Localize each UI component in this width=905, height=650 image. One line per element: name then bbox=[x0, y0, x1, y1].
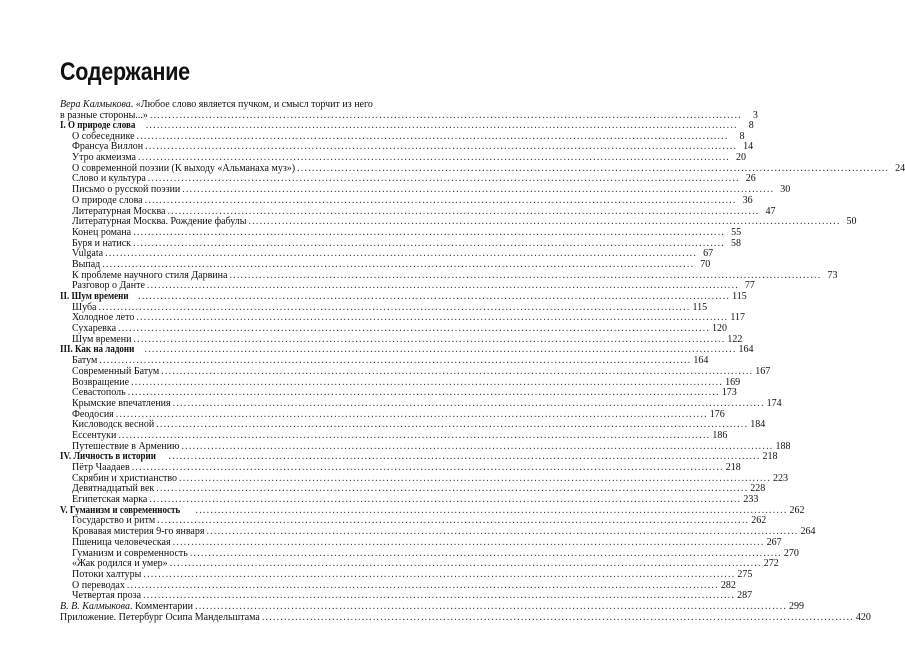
toc-entry-title: II. Шум времени bbox=[60, 291, 129, 302]
toc-page-number: 24 bbox=[895, 162, 905, 174]
dot-leader bbox=[145, 196, 737, 207]
toc-page-number: 262 bbox=[751, 515, 767, 527]
toc-page-number: 275 bbox=[737, 568, 753, 580]
toc-entry-title: О современной поэзии (К выходу «Альманаха муз») bbox=[72, 162, 296, 174]
toc-entry-title: Приложение. Петербург Осипа Мандельштама bbox=[60, 611, 260, 623]
toc-entry-title: Холодное лето bbox=[72, 312, 135, 324]
toc-page-number: 287 bbox=[737, 590, 753, 602]
toc-page-number: 36 bbox=[742, 194, 753, 206]
toc-page-number: 58 bbox=[731, 237, 741, 249]
toc-page-number: 115 bbox=[732, 291, 747, 302]
toc-page-number: 8 bbox=[748, 120, 754, 131]
toc-entry[interactable] bbox=[60, 397, 782, 410]
toc-entry-title: Vulgata bbox=[72, 248, 104, 260]
toc-entry-title: Возвращение bbox=[72, 376, 130, 388]
toc-entry-title: Слово и культура bbox=[72, 173, 146, 185]
toc-page-number: 169 bbox=[725, 376, 741, 388]
toc-entry-title: Крымские впечатления bbox=[72, 397, 171, 409]
toc-entry-title: Современный Батум bbox=[72, 365, 160, 377]
dot-leader bbox=[173, 399, 765, 410]
preface-page-number: 3 bbox=[752, 109, 758, 121]
toc-page-number: 122 bbox=[727, 333, 743, 345]
toc-entry-title: О собеседнике bbox=[72, 130, 135, 142]
toc-entry-title: Литературная Москва bbox=[72, 205, 166, 217]
toc-entry-title: Пшеница человеческая bbox=[72, 536, 171, 548]
toc-page-number: 233 bbox=[743, 494, 759, 506]
toc-page-number: 272 bbox=[763, 558, 779, 570]
toc-page-number: 264 bbox=[800, 526, 816, 538]
toc-entry-title: Кровавая мистерия 9-го января bbox=[72, 526, 205, 538]
toc-page-number: 228 bbox=[750, 483, 766, 495]
toc-entry-title: Египетская марка bbox=[72, 494, 148, 506]
toc-page-number: 73 bbox=[827, 269, 838, 281]
document-page bbox=[60, 0, 905, 650]
toc-page-number: 176 bbox=[709, 408, 725, 420]
dot-leader bbox=[143, 570, 735, 581]
preface-title-line-1: . «Любое слово является пучком, и смысл торчит из него bbox=[130, 99, 373, 110]
toc-entry-title: Феодосия bbox=[72, 408, 114, 420]
toc-page-number: 420 bbox=[855, 611, 871, 623]
toc-entry-title: О переводах bbox=[72, 579, 125, 591]
dot-leader bbox=[262, 613, 854, 624]
toc-page-number: 218 bbox=[762, 451, 778, 463]
toc-entry-title: Шуба bbox=[72, 301, 97, 313]
toc-entry-title: К проблеме научного стиля Дарвина bbox=[72, 269, 228, 281]
toc-entry-title: Пётр Чаадаев bbox=[72, 462, 130, 473]
preface-author: Вера Калмыкова bbox=[60, 99, 131, 110]
toc-page-number: 8 bbox=[739, 130, 745, 142]
toc-page-number: 77 bbox=[744, 280, 755, 292]
toc-page-number: 47 bbox=[765, 205, 776, 217]
toc-page-number: 218 bbox=[725, 462, 741, 473]
toc-entry[interactable] bbox=[60, 568, 753, 581]
toc-entry-title: Шум времени bbox=[72, 333, 132, 345]
toc-entry-title: I. О природе слова bbox=[60, 120, 136, 131]
dot-leader bbox=[133, 228, 725, 239]
toc-entry-title: III. Как на ладони bbox=[60, 344, 135, 356]
toc-page-number: 267 bbox=[766, 536, 782, 548]
toc-entry-title: Ессентуки bbox=[72, 429, 117, 441]
toc-entry-title: «Жак родился и умер» bbox=[72, 558, 168, 570]
toc-page-number: 186 bbox=[712, 429, 728, 441]
toc-entry-title: О природе слова bbox=[72, 194, 143, 206]
toc-entry-title: Девятнадцатый век bbox=[72, 483, 155, 495]
toc-entry-title: Потоки халтуры bbox=[72, 568, 142, 580]
toc-entry-title: Письмо о русской поэзии bbox=[72, 184, 181, 196]
toc-page-number: 14 bbox=[743, 141, 754, 153]
toc-page-number: 174 bbox=[766, 397, 782, 409]
dot-leader bbox=[161, 367, 753, 378]
toc-entry-title: Кисловодск весной bbox=[72, 419, 155, 431]
toc-entry-title: Гуманизм и современность bbox=[72, 547, 188, 559]
dot-leader bbox=[173, 538, 765, 549]
toc-entry-title: Путешествие в Армению bbox=[72, 440, 180, 452]
table-of-contents bbox=[60, 120, 905, 623]
toc-page-number: 30 bbox=[780, 184, 791, 196]
toc-entry[interactable] bbox=[60, 611, 871, 624]
toc-page-number: 188 bbox=[775, 440, 791, 452]
toc-page-number: 120 bbox=[712, 323, 728, 335]
preface-entry[interactable] bbox=[60, 99, 758, 121]
toc-entry[interactable] bbox=[60, 194, 753, 207]
toc-entry-title: Конец романа bbox=[72, 226, 132, 238]
toc-page-number: 20 bbox=[736, 152, 746, 164]
toc-entry-author: В. В. Калмыкова bbox=[60, 600, 130, 612]
toc-page-number: 282 bbox=[720, 579, 736, 591]
toc-page-number: 167 bbox=[755, 365, 771, 377]
toc-entry-title: Сухаревка bbox=[72, 323, 117, 335]
toc-page-number: 184 bbox=[750, 419, 766, 431]
toc-entry-title: Франсуа Виллон bbox=[72, 141, 144, 153]
toc-entry-title: IV. Личность в истории bbox=[60, 451, 156, 463]
toc-entry-title-rest: . Комментарии bbox=[129, 600, 194, 612]
toc-entry-title: Литературная Москва. Рождение фабулы bbox=[72, 216, 247, 228]
toc-page-number: 70 bbox=[700, 258, 711, 270]
toc-entry-title: Севастополь bbox=[72, 387, 126, 399]
toc-page-number: 67 bbox=[703, 248, 714, 260]
toc-entry[interactable] bbox=[60, 365, 771, 378]
preface-title-line-2: в разные стороны...» bbox=[60, 109, 148, 121]
toc-entry-title: Выпад bbox=[72, 258, 101, 270]
toc-page-number: 117 bbox=[730, 312, 745, 324]
toc-page-number: 26 bbox=[745, 173, 756, 185]
toc-page-number: 270 bbox=[783, 547, 799, 559]
toc-entry-title: Буря и натиск bbox=[72, 237, 131, 249]
toc-entry-title: Государство и ритм bbox=[72, 515, 156, 527]
toc-entry-title: Разговор о Данте bbox=[72, 280, 145, 292]
toc-entry-title: Четвертая проза bbox=[72, 590, 142, 602]
toc-page-number: 223 bbox=[773, 472, 789, 484]
toc-page-number: 115 bbox=[692, 301, 708, 313]
toc-page-number: 55 bbox=[731, 226, 742, 238]
toc-page-number: 164 bbox=[693, 355, 709, 367]
toc-page-number: 262 bbox=[789, 504, 805, 516]
toc-entry[interactable] bbox=[60, 536, 782, 549]
toc-entry-title: Утро акмеизма bbox=[72, 152, 136, 164]
toc-entry-title: Батум bbox=[72, 355, 98, 367]
toc-page-number: 299 bbox=[789, 600, 805, 612]
toc-entry-title: Скрябин и христианство bbox=[72, 472, 178, 484]
toc-page-number: 164 bbox=[738, 344, 754, 356]
page-title: Содержание bbox=[60, 58, 190, 86]
toc-entry-title: V. Гуманизм и современность bbox=[60, 504, 181, 516]
toc-page-number: 173 bbox=[721, 387, 737, 399]
toc-entry[interactable] bbox=[60, 226, 742, 239]
toc-page-number: 50 bbox=[846, 216, 857, 228]
